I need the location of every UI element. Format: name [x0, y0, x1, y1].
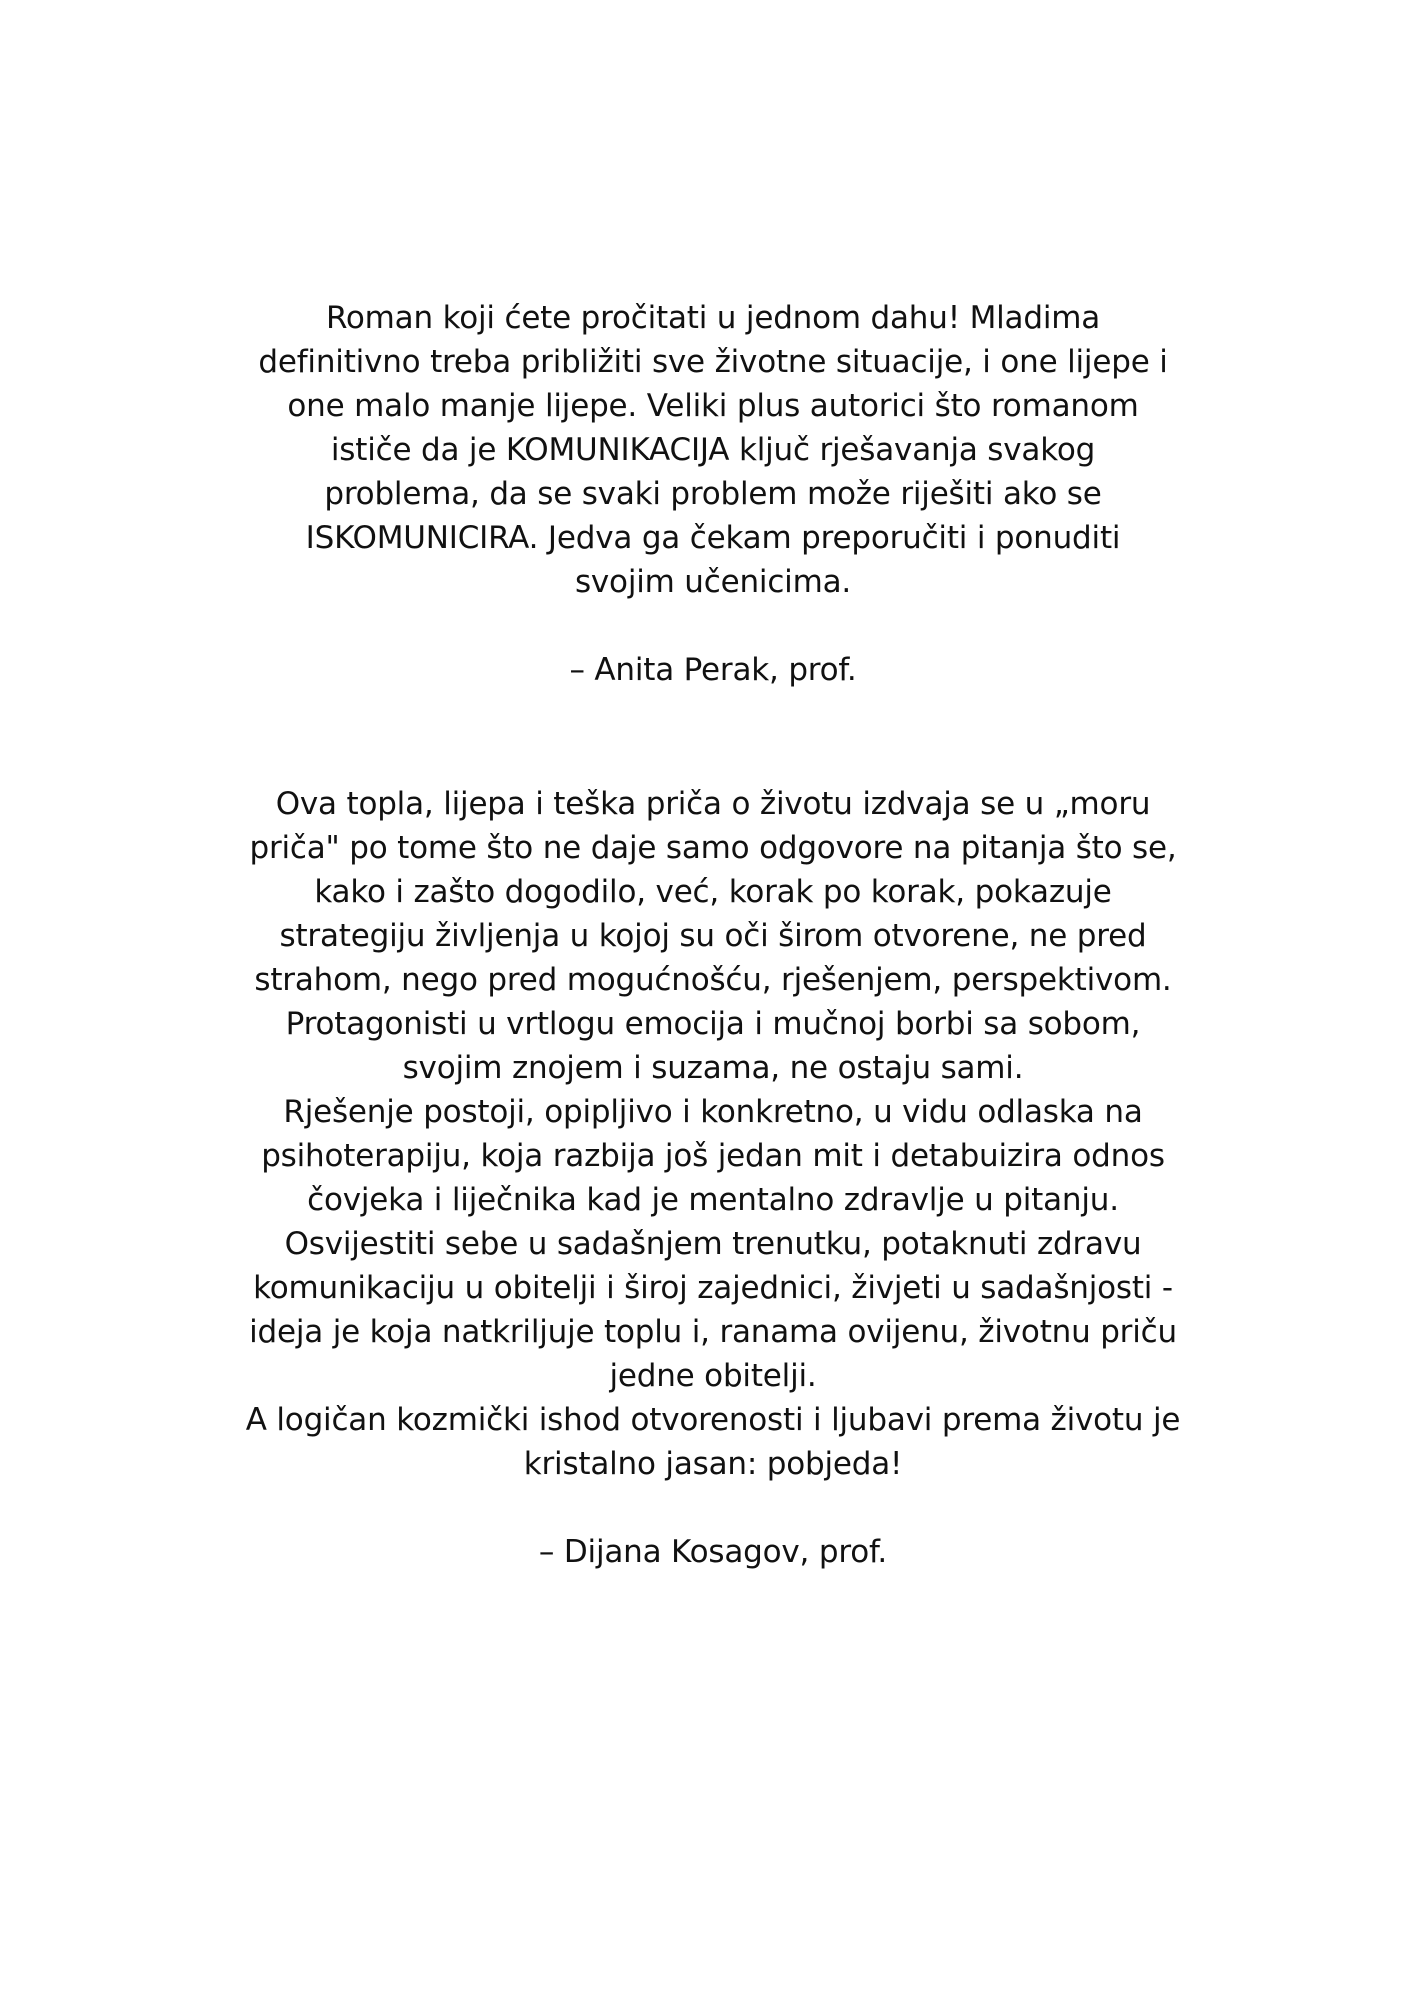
review-dijana-kosagov	[200, 782, 1226, 1574]
review-line: svojim znojem i suzama, ne ostaju sami.	[402, 1050, 1024, 1086]
review-line: ideja je koja natkriljuje toplu i, ranama ovijenu, životnu priču	[249, 1314, 1177, 1350]
review-line: čovjeka i liječnika kad je mentalno zdravlje u pitanju.	[307, 1182, 1119, 1218]
review-line: problema, da se svaki problem može riješiti ako se	[324, 476, 1102, 512]
review-line: Rješenje postoji, opipljivo i konkretno, u vidu odlaska na	[283, 1094, 1143, 1130]
review-line: kako i zašto dogodilo, već, korak po korak, pokazuje	[314, 874, 1112, 910]
review-line: Protagonisti u vrtlogu emocija i mučnoj borbi sa sobom,	[285, 1006, 1141, 1042]
review-author: – Dijana Kosagov, prof.	[538, 1534, 888, 1570]
review-author: – Anita Perak, prof.	[569, 652, 857, 688]
review-line: definitivno treba približiti sve životne situacije, i one lijepe i	[258, 344, 1168, 380]
review-line: svojim učenicima.	[574, 564, 852, 600]
review-line: Roman koji ćete pročitati u jednom dahu! Mladima	[325, 300, 1101, 336]
review-line: A logičan kozmički ishod otvorenosti i ljubavi prema životu je	[245, 1402, 1181, 1438]
review-line: strahom, nego pred mogućnošću, rješenjem, perspektivom.	[254, 962, 1172, 998]
review-line: komunikaciju u obitelji i široj zajednici, živjeti u sadašnjosti -	[253, 1270, 1173, 1306]
review-line: psihoterapiju, koja razbija još jedan mit i detabuizira odnos	[261, 1138, 1165, 1174]
review-line: one malo manje lijepe. Veliki plus autorici što romanom	[287, 388, 1139, 424]
review-line: strategiju življenja u kojoj su oči širom otvorene, ne pred	[279, 918, 1147, 954]
review-anita-perak	[200, 296, 1226, 692]
review-line: jedne obitelji.	[609, 1358, 817, 1394]
review-line: Osvijestiti sebe u sadašnjem trenutku, potaknuti zdravu	[284, 1226, 1142, 1262]
review-line: ISKOMUNICIRA. Jedva ga čekam preporučiti i ponuditi	[305, 520, 1121, 556]
review-line: Ova topla, lijepa i teška priča o životu izdvaja se u „moru	[275, 786, 1151, 822]
review-line: priča" po tome što ne daje samo odgovore na pitanja što se,	[249, 830, 1177, 866]
review-line: ističe da je KOMUNIKACIJA ključ rješavanja svakog	[330, 432, 1096, 468]
review-line: kristalno jasan: pobjeda!	[523, 1446, 903, 1482]
